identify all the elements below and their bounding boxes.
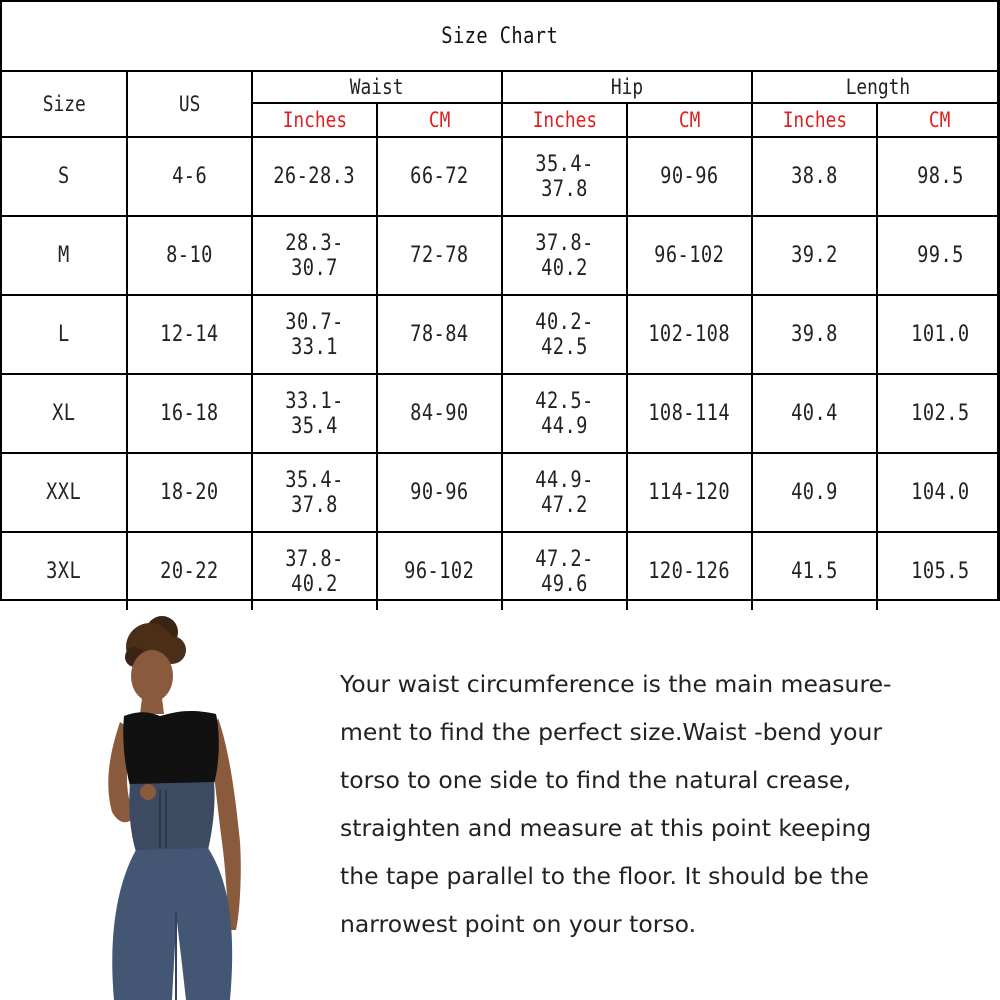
table-cell-size: S: [2, 137, 127, 216]
table-cell-us: 20-22: [127, 532, 252, 610]
table-row: [2, 532, 1000, 610]
table-cell-hip-cm: 114-120: [627, 453, 752, 532]
table-cell-waist-inches: 26-28.3: [252, 137, 377, 216]
table-cell-hip-inches: 37.8-40.2: [502, 216, 627, 295]
description-line: the tape parallel to the floor. It should be the: [340, 862, 869, 890]
table-cell-length-cm: 99.5: [877, 216, 1000, 295]
table-cell-hip-cm: 96-102: [627, 216, 752, 295]
table-cell-length-cm: 102.5: [877, 374, 1000, 453]
table-cell-size: XL: [2, 374, 127, 453]
table-cell-waist-cm: 78-84: [377, 295, 502, 374]
table-cell-us: 18-20: [127, 453, 252, 532]
header-length: Length: [752, 72, 1000, 103]
table-cell-waist-cm: 96-102: [377, 532, 502, 610]
model-leggings: [112, 848, 232, 1000]
model-image: [90, 612, 260, 1000]
description-line: Your waist circumference is the main measure-: [340, 670, 892, 698]
table-cell-size: M: [2, 216, 127, 295]
table-cell-waist-cm: 84-90: [377, 374, 502, 453]
table-cell-length-inches: 38.8: [752, 137, 877, 216]
table-cell-hip-inches: 35.4-37.8: [502, 137, 627, 216]
table-cell-length-inches: 39.2: [752, 216, 877, 295]
size-guide-description: [340, 660, 950, 948]
table-cell-waist-cm: 72-78: [377, 216, 502, 295]
table-cell-hip-cm: 102-108: [627, 295, 752, 374]
table-cell-hip-inches: 47.2-49.6: [502, 532, 627, 610]
table-cell-length-inches: 41.5: [752, 532, 877, 610]
table-row: [2, 295, 1000, 374]
size-table: [2, 72, 1000, 610]
table-cell-hip-inches: 40.2-42.5: [502, 295, 627, 374]
table-row: [2, 216, 1000, 295]
header-size: Size: [2, 72, 127, 137]
header-hip-cm: CM: [627, 103, 752, 137]
header-length-cm: CM: [877, 103, 1000, 137]
table-cell-length-inches: 40.9: [752, 453, 877, 532]
table-row: [2, 137, 1000, 216]
description-line: narrowest point on your torso.: [340, 910, 697, 938]
header-hip: Hip: [502, 72, 752, 103]
table-cell-waist-inches: 30.7-33.1: [252, 295, 377, 374]
table-cell-hip-cm: 120-126: [627, 532, 752, 610]
table-cell-us: 16-18: [127, 374, 252, 453]
size-chart-title: Size Chart: [441, 23, 558, 49]
table-cell-us: 4-6: [127, 137, 252, 216]
header-hip-inches: Inches: [502, 103, 627, 137]
table-row: [2, 453, 1000, 532]
table-cell-waist-inches: 28.3-30.7: [252, 216, 377, 295]
table-cell-length-cm: 98.5: [877, 137, 1000, 216]
table-cell-us: 8-10: [127, 216, 252, 295]
table-cell-size: XXL: [2, 453, 127, 532]
table-cell-hip-cm: 108-114: [627, 374, 752, 453]
description-line: torso to one side to find the natural crease,: [340, 766, 851, 794]
table-cell-waist-cm: 66-72: [377, 137, 502, 216]
header-us: US: [127, 72, 252, 137]
table-cell-size: L: [2, 295, 127, 374]
table-cell-hip-cm: 90-96: [627, 137, 752, 216]
table-cell-size: 3XL: [2, 532, 127, 610]
size-chart-title-row: [2, 2, 997, 72]
table-cell-waist-inches: 37.8-40.2: [252, 532, 377, 610]
header-waist-cm: CM: [377, 103, 502, 137]
table-cell-length-cm: 101.0: [877, 295, 1000, 374]
header-length-inches: Inches: [752, 103, 877, 137]
table-cell-waist-inches: 33.1-35.4: [252, 374, 377, 453]
table-cell-length-inches: 40.4: [752, 374, 877, 453]
table-cell-hip-inches: 42.5-44.9: [502, 374, 627, 453]
table-cell-hip-inches: 44.9-47.2: [502, 453, 627, 532]
table-cell-waist-cm: 90-96: [377, 453, 502, 532]
description-line: ment to find the perfect size.Waist -bend your: [340, 718, 883, 746]
table-cell-length-cm: 105.5: [877, 532, 1000, 610]
table-cell-waist-inches: 35.4-37.8: [252, 453, 377, 532]
description-line: straighten and measure at this point keeping: [340, 814, 872, 842]
header-waist: Waist: [252, 72, 502, 103]
table-cell-length-inches: 39.8: [752, 295, 877, 374]
header-waist-inches: Inches: [252, 103, 377, 137]
table-cell-length-cm: 104.0: [877, 453, 1000, 532]
model-top: [123, 711, 219, 786]
table-cell-us: 12-14: [127, 295, 252, 374]
model-face: [131, 650, 173, 702]
table-row: [2, 374, 1000, 453]
